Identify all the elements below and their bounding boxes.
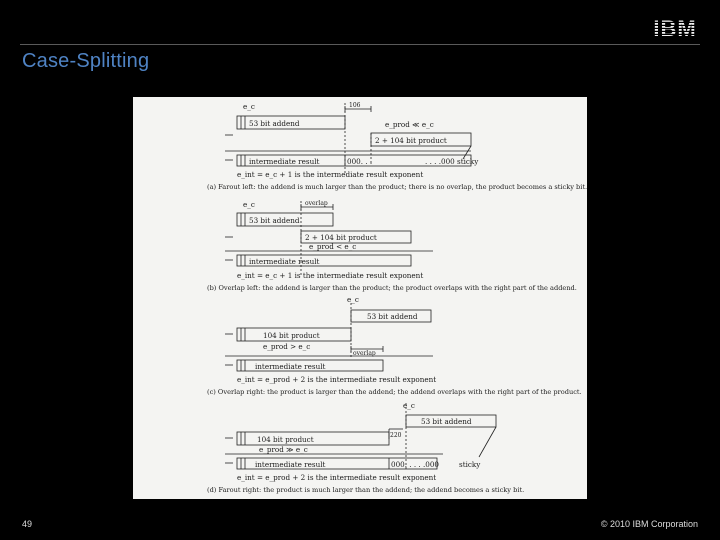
panel-b-caption: (b) Overlap left: the addend is larger than the product; the product overlaps with the right part of the addend.	[207, 284, 577, 292]
panel-d-addend: 53 bit addend	[421, 417, 472, 426]
panel-a-caption: (a) Farout left: the addend is much larger than the product; there is no overlap, the product becomes a sticky bit.	[207, 183, 587, 191]
panel-c-caption: (c) Overlap right: the product is larger than the addend; the addend overlaps with the right part of the product.	[207, 388, 582, 396]
panel-a-cond: e_prod ≪ e_c	[385, 120, 434, 129]
panel-c-ec: e_c	[347, 295, 359, 304]
header-divider	[20, 44, 700, 45]
panel-b-exp-formula: e_int = e_c + 1 is the intermediate result exponent	[237, 271, 424, 280]
case-splitting-figure	[133, 97, 587, 499]
panel-c-exp-formula: e_int = e_prod + 2 is the intermediate result exponent	[237, 375, 437, 384]
panel-a-product: 2 + 104 bit product	[375, 136, 447, 145]
copyright-notice: © 2010 IBM Corporation	[600, 519, 698, 529]
panel-d-ec: e_c	[403, 401, 415, 410]
panel-a-sticky: sticky	[457, 157, 479, 166]
panel-b-ec: e_c	[243, 200, 255, 209]
panel-d-intermediate: intermediate result	[255, 460, 326, 469]
panel-d-sticky: sticky	[459, 460, 481, 469]
figure-canvas	[133, 97, 587, 499]
panel-c-addend: 53 bit addend	[367, 312, 418, 321]
panel-d-exp-formula: e_int = e_prod + 2 is the intermediate result exponent	[237, 473, 437, 482]
ibm-logo-text: IBM	[653, 17, 697, 39]
panel-c-cond: e_prod > e_c	[263, 342, 311, 351]
panel-d-cond: e_prod ≫ e_c	[259, 445, 308, 454]
panel-c-bracket: overlap	[353, 350, 376, 357]
panel-b-intermediate: intermediate result	[249, 257, 320, 266]
ibm-logo	[650, 17, 700, 39]
slide-title: Case-Splitting	[22, 50, 150, 72]
page-number: 49	[22, 519, 33, 529]
panel-d-product: 104 bit product	[257, 435, 314, 444]
panel-a-exp-formula: e_int = e_c + 1 is the intermediate result exponent	[237, 170, 424, 179]
panel-d-zeros: 000. . . . .000	[391, 460, 439, 469]
panel-a-ec: e_c	[243, 102, 255, 111]
panel-c-intermediate: intermediate result	[255, 362, 326, 371]
panel-a-bracket: 106	[349, 102, 361, 109]
panel-a-zeros-left: 000. . .	[347, 157, 373, 166]
panel-d-caption: (d) Farout right: the product is much larger than the addend; the addend becomes a sticky bit.	[207, 486, 525, 494]
panel-b-bracket: overlap	[305, 200, 328, 207]
panel-d-bracket: 220	[390, 432, 402, 439]
panel-c-product: 104 bit product	[263, 331, 320, 340]
panel-a-intermediate: intermediate result	[249, 157, 320, 166]
panel-a-zeros-right: . . . .000	[425, 157, 455, 166]
panel-a-addend: 53 bit addend	[249, 119, 300, 128]
panel-b-product: 2 + 104 bit product	[305, 233, 377, 242]
panel-b-cond: e_prod < e_c	[309, 242, 357, 251]
panel-b-addend: 53 bit addend	[249, 216, 300, 225]
